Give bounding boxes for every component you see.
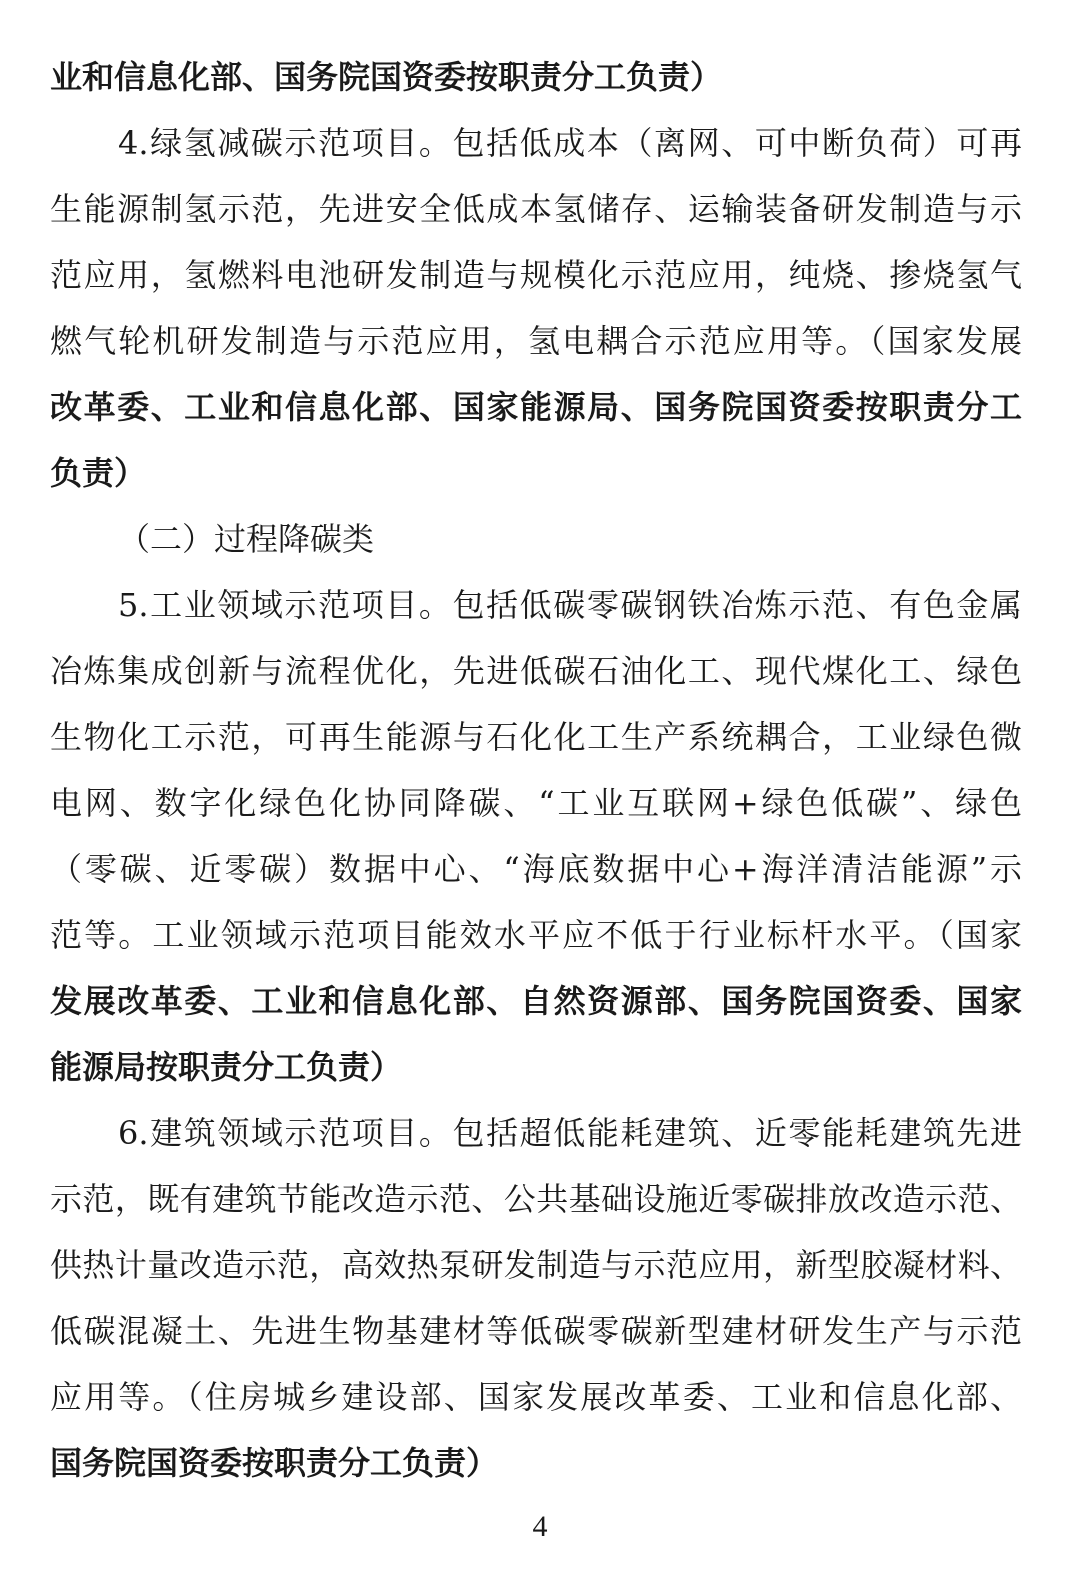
text-line: 改革委、工业和信息化部、国家能源局、国务院国资委按职责分工 [50, 388, 1022, 426]
text-line: 供热计量改造示范，高效热泵研发制造与示范应用，新型胶凝材料、 [50, 1246, 1022, 1284]
text-line: （零碳、近零碳）数据中心、“海底数据中心+海洋清洁能源”示 [50, 850, 1022, 888]
text-line: 国务院国资委按职责分工负责） [50, 1444, 499, 1482]
section-heading: （二）过程降碳类 [118, 520, 375, 558]
text-line: 生物化工示范，可再生能源与石化化工生产系统耦合，工业绿色微 [50, 718, 1022, 756]
text-line: 应用等。（住房城乡建设部、国家发展改革委、工业和信息化部、 [50, 1378, 1022, 1416]
paragraph-6-line: 6.建筑领域示范项目。包括超低能耗建筑、近零能耗建筑先进 [118, 1114, 1022, 1152]
text-line: 冶炼集成创新与流程优化，先进低碳石油化工、现代煤化工、绿色 [50, 652, 1022, 690]
text-line: 业和信息化部、国务院国资委按职责分工负责） [50, 58, 723, 96]
text-line: 生能源制氢示范，先进安全低成本氢储存、运输装备研发制造与示 [50, 190, 1022, 228]
text-line: 范等。工业领域示范项目能效水平应不低于行业标杆水平。（国家 [50, 916, 1022, 954]
text-line: 电网、数字化绿色化协同降碳、“工业互联网+绿色低碳”、绿色 [50, 784, 1022, 822]
text-line: 能源局按职责分工负责） [50, 1048, 403, 1086]
paragraph-5-line: 5.工业领域示范项目。包括低碳零碳钢铁冶炼示范、有色金属 [118, 586, 1022, 624]
text-line: 发展改革委、工业和信息化部、自然资源部、国务院国资委、国家 [50, 982, 1022, 1020]
text-line: 低碳混凝土、先进生物基建材等低碳零碳新型建材研发生产与示范 [50, 1312, 1022, 1350]
page-number: 4 [532, 1510, 548, 1543]
text-line: 示范，既有建筑节能改造示范、公共基础设施近零碳排放改造示范、 [50, 1180, 1022, 1218]
text-line: 负责） [50, 454, 147, 492]
text-line: 范应用，氢燃料电池研发制造与规模化示范应用，纯烧、掺烧氢气 [50, 256, 1022, 294]
text-line: 燃气轮机研发制造与示范应用，氢电耦合示范应用等。（国家发展 [50, 322, 1022, 360]
paragraph-4-line: 4.绿氢减碳示范项目。包括低成本（离网、可中断负荷）可再 [118, 124, 1022, 162]
document-body [50, 44, 1022, 1496]
